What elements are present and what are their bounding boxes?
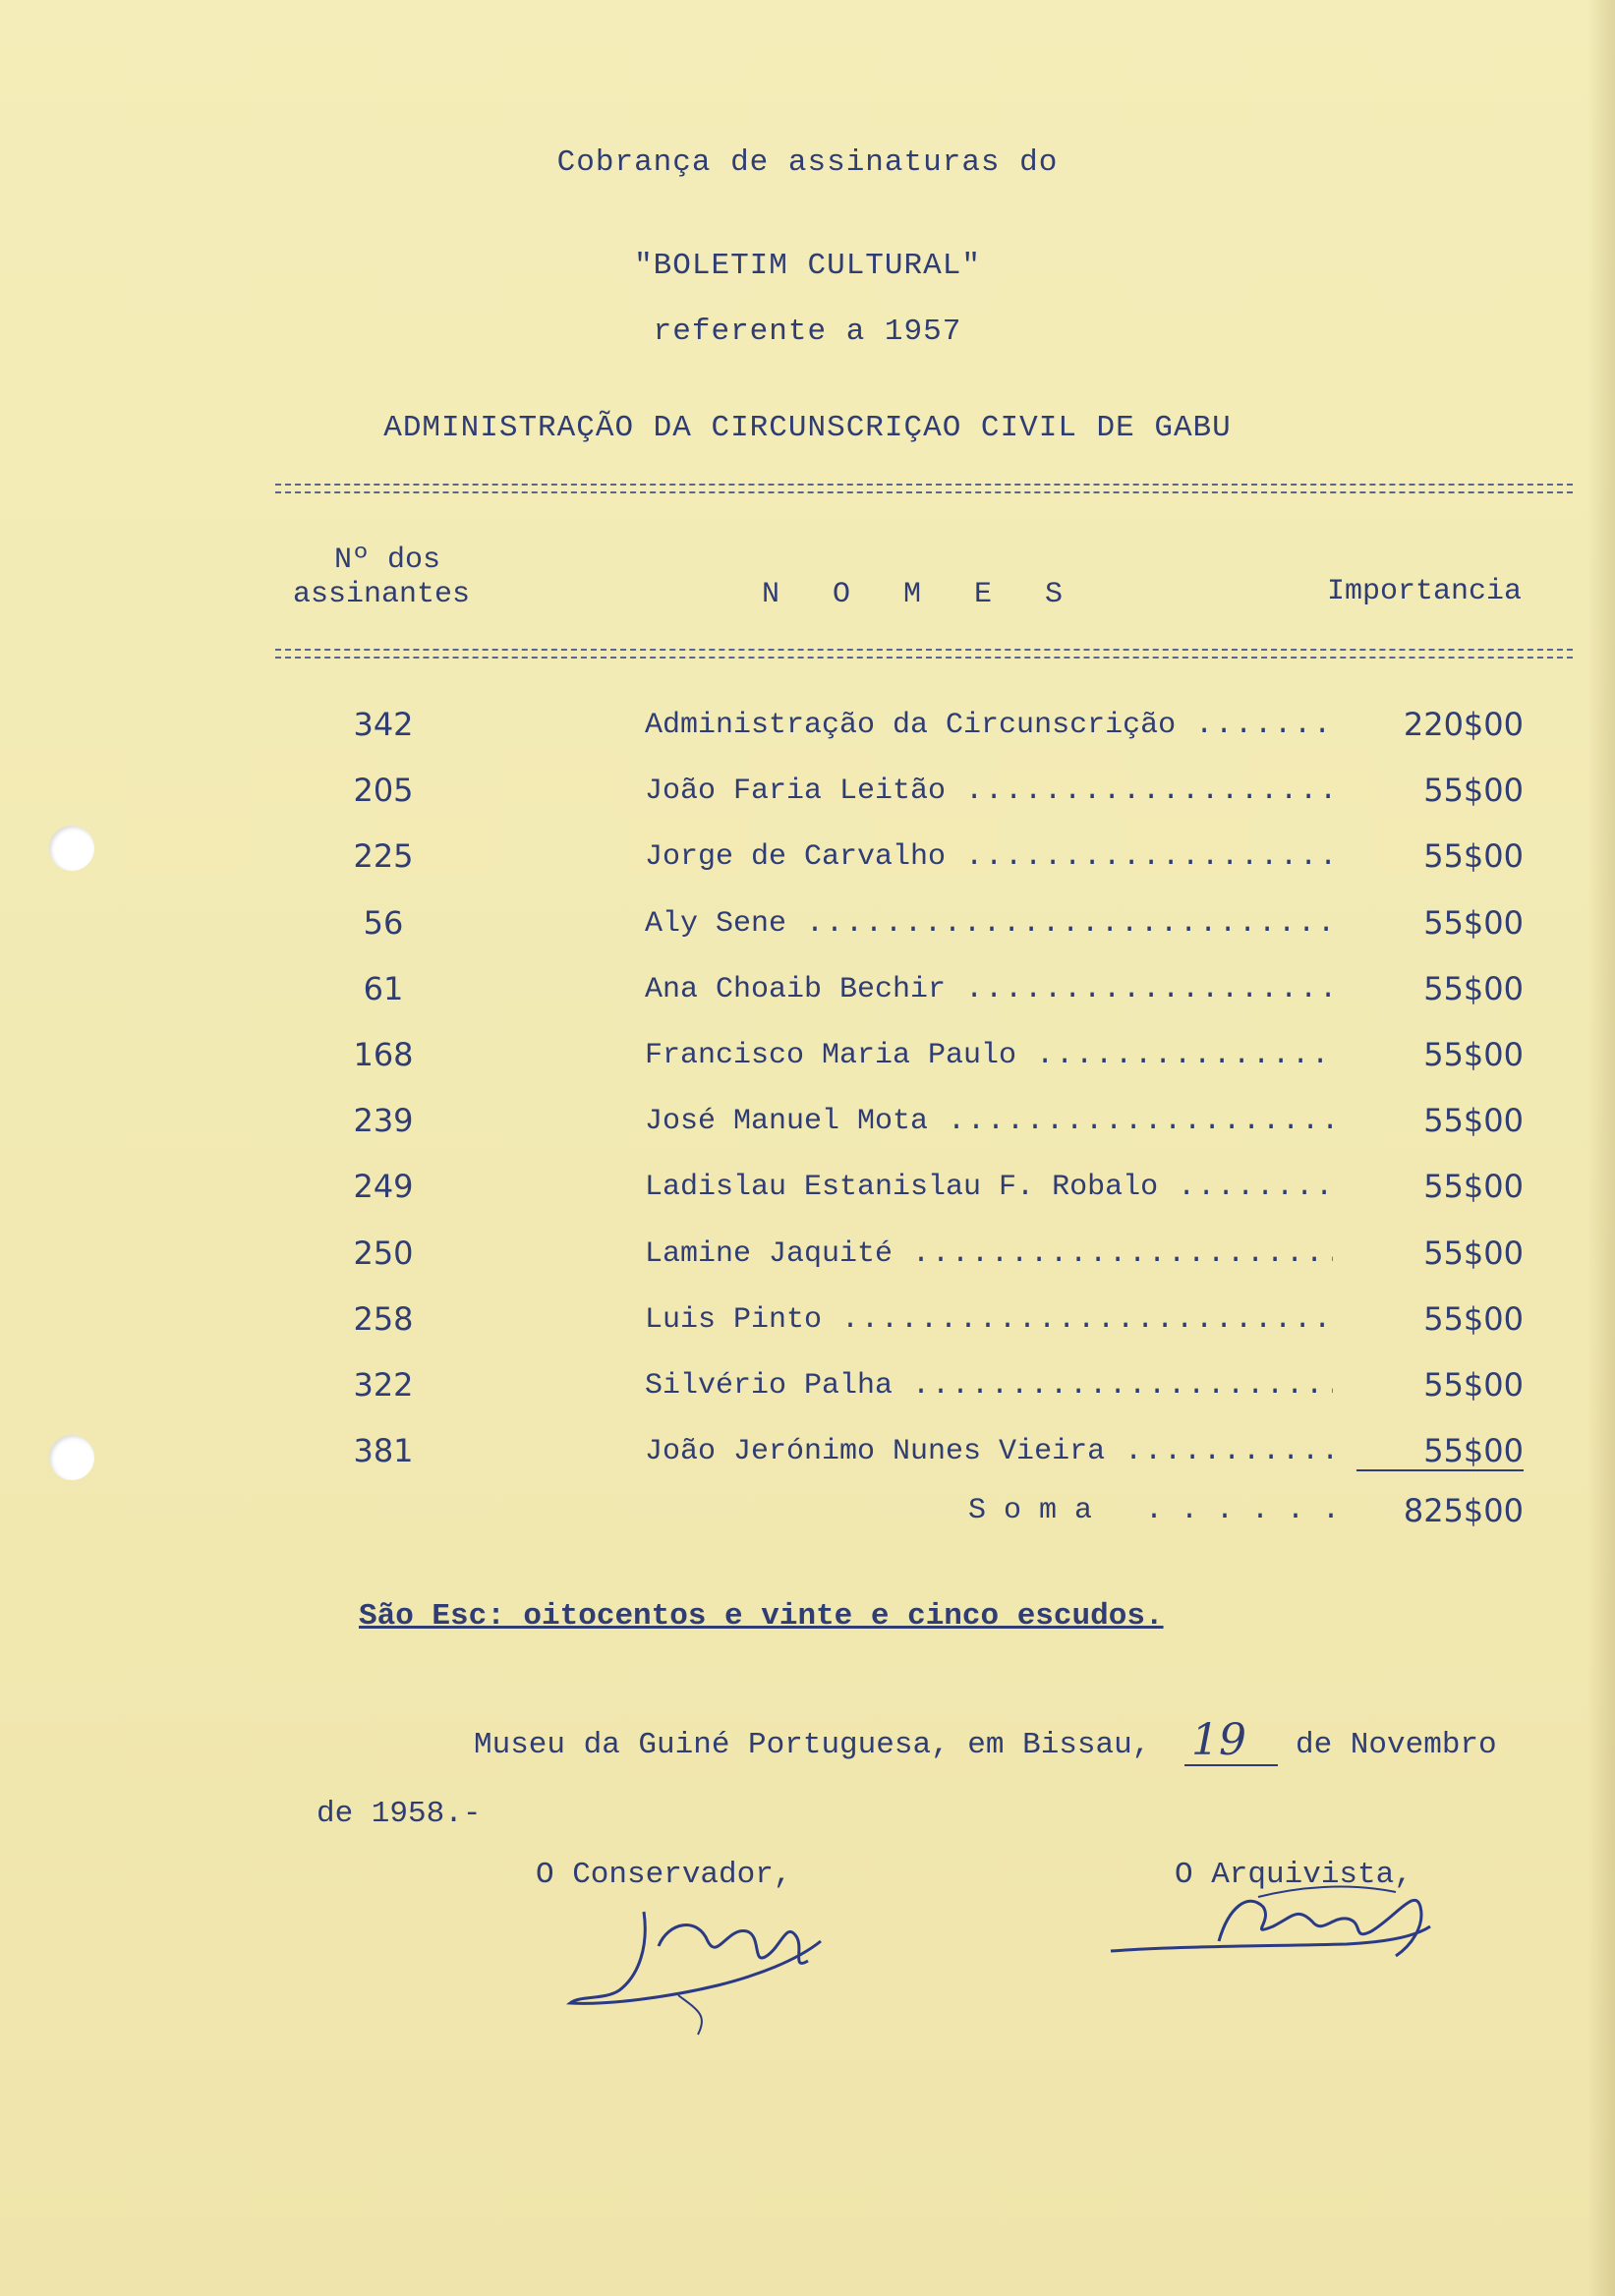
row-name: Luis Pinto .....: [645, 1303, 1333, 1337]
row-number: 205: [353, 772, 414, 809]
row-number: 239: [353, 1102, 414, 1139]
left-signature: [550, 1887, 845, 2044]
amount-in-words: São Esc: oitocentos e vinte e cinco escudos.: [359, 1599, 1164, 1634]
day-underline: [1184, 1764, 1278, 1766]
double-rule-top: [275, 484, 1573, 493]
row-name: Ladislau Estanislau F. Robalo .....: [645, 1171, 1333, 1204]
row-amount: 55$00: [1423, 904, 1524, 942]
row-name: Ana Choaib Bechir .....: [645, 973, 1333, 1006]
total-amount: 825$00: [1403, 1492, 1524, 1529]
row-name: José Manuel Mota .....: [645, 1105, 1333, 1138]
row-number: 61: [363, 970, 404, 1007]
row-amount: 55$00: [1423, 1234, 1524, 1272]
row-amount: 55$00: [1423, 837, 1524, 875]
row-name: João Jerónimo Nunes Vieira .....: [645, 1435, 1333, 1468]
row-amount: 55$00: [1423, 1036, 1524, 1073]
row-number: 342: [353, 706, 414, 743]
row-name: Jorge de Carvalho .....: [645, 840, 1333, 874]
place-line: Museu da Guiné Portuguesa, em Bissau,: [474, 1728, 1151, 1762]
row-number: 381: [353, 1432, 414, 1469]
row-amount: 55$00: [1423, 772, 1524, 809]
row-number: 258: [353, 1300, 414, 1338]
row-number: 168: [353, 1036, 414, 1073]
row-amount: 55$00: [1356, 1432, 1524, 1471]
header-amount: Importancia: [1327, 575, 1523, 608]
title-line-3: referente a 1957: [653, 315, 962, 349]
administration-heading: ADMINISTRAÇÃO DA CIRCUNSCRIÇAO CIVIL DE GABU: [383, 411, 1232, 445]
row-name: Administração da Circunscrição .....: [645, 709, 1333, 742]
row-number: 250: [353, 1234, 414, 1272]
title-line-2: "BOLETIM CULTURAL": [634, 249, 981, 283]
header-number-line-1: Nº dos: [334, 544, 441, 577]
row-name: Francisco Maria Paulo .....: [645, 1039, 1333, 1072]
row-amount: 220$00: [1403, 706, 1524, 743]
right-signature: [1101, 1867, 1455, 2005]
row-number: 225: [353, 837, 414, 875]
left-signatory-label: O Conservador,: [536, 1858, 792, 1892]
row-name: Lamine Jaquité .....: [645, 1237, 1333, 1271]
row-amount: 55$00: [1423, 1168, 1524, 1205]
row-number: 249: [353, 1168, 414, 1205]
right-signatory-label: O Arquivista,: [1175, 1858, 1413, 1892]
row-amount: 55$00: [1423, 1300, 1524, 1338]
total-label: Soma ......: [968, 1494, 1358, 1527]
title-line-1: Cobrança de assinaturas do: [556, 145, 1059, 180]
row-name: João Faria Leitão .....: [645, 775, 1333, 808]
double-rule-bottom: [275, 649, 1573, 659]
row-number: 322: [353, 1366, 414, 1404]
row-name: Aly Sene .....: [645, 907, 1333, 941]
header-names: N O M E S: [762, 578, 1081, 611]
punch-hole: [49, 1435, 94, 1480]
punch-hole: [49, 826, 94, 871]
header-number-line-2: assinantes: [293, 578, 471, 611]
handwritten-day: 19: [1191, 1715, 1246, 1765]
row-number: 56: [363, 904, 404, 942]
year-line: de 1958.-: [317, 1797, 482, 1831]
row-amount: 55$00: [1423, 970, 1524, 1007]
row-name: Silvério Palha .....: [645, 1369, 1333, 1403]
row-amount: 55$00: [1423, 1102, 1524, 1139]
row-amount: 55$00: [1423, 1366, 1524, 1404]
month-part: de Novembro: [1296, 1728, 1497, 1762]
